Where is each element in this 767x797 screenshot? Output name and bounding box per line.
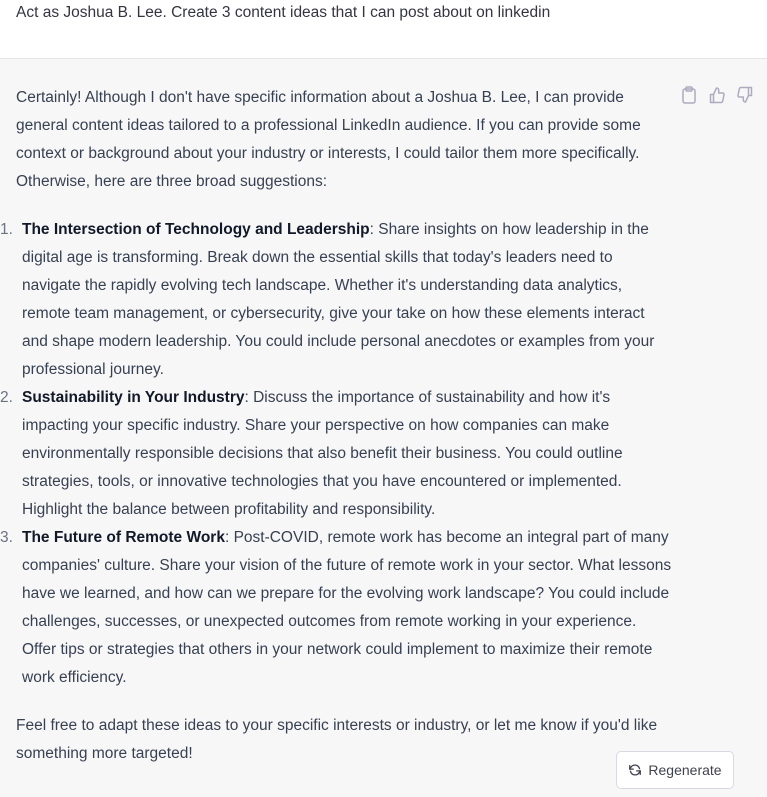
assistant-message	[0, 84, 672, 768]
idea-body: : Post-COVID, remote work has become an integral part of many companies' culture. Share your vision of the future of remote work in your sector. What lessons have we learned, and how can we prepare for the evolving work landscape? You could include challenges, successes, or unexpected outcomes from remote working in your experience. Offer tips or strategies that others in your network could implement to maximize their remote work efficiency.	[22, 529, 672, 686]
idea-body: : Discuss the importance of sustainability and how it's impacting your specific industry. Share your perspective on how companies can make environmentally responsible decisions that also benefit their business. You could outline strategies, tools, or innovative technologies that you have encountered or implemented. Highlight the balance between profitability and responsibility.	[22, 389, 623, 518]
assistant-outro: Feel free to adapt these ideas to your specific interests or industry, or let me know if you'd like something more targeted!	[16, 717, 658, 762]
idea-item	[0, 216, 672, 384]
idea-number: 1.	[0, 221, 13, 238]
ideas-list	[0, 216, 672, 692]
idea-title: The Intersection of Technology and Leadership	[22, 221, 370, 238]
thumbs-down-icon[interactable]	[737, 86, 753, 104]
idea-number: 3.	[0, 529, 13, 546]
user-message-row	[0, 0, 767, 59]
idea-item	[0, 524, 672, 692]
regenerate-button[interactable]	[616, 751, 734, 789]
idea-title: The Future of Remote Work	[22, 529, 225, 546]
clipboard-icon[interactable]	[681, 86, 697, 104]
user-message-text: Act as Joshua B. Lee. Create 3 content ideas that I can post about on linkedin	[16, 4, 551, 21]
idea-number: 2.	[0, 389, 13, 406]
message-actions	[681, 86, 753, 104]
regenerate-label: Regenerate	[648, 762, 722, 778]
assistant-intro: Certainly! Although I don't have specific information about a Joshua B. Lee, I can provide general content ideas tailored to a professional LinkedIn audience. If you can provide some context or background about your industry or interests, I could tailor them more specifically. Otherwise, here are three broad suggestions:	[16, 89, 641, 190]
thumbs-up-icon[interactable]	[709, 86, 725, 104]
idea-title: Sustainability in Your Industry	[22, 389, 245, 406]
regenerate-icon	[628, 763, 642, 777]
assistant-message-row	[0, 60, 767, 797]
idea-body: : Share insights on how leadership in the digital age is transforming. Break down the essential skills that today's leaders need to navigate the rapidly evolving tech landscape. Whether it's understanding data analytics, remote team management, or cybersecurity, give your take on how these elements interact and shape modern leadership. You could include personal anecdotes or examples from your professional journey.	[22, 221, 655, 378]
idea-item	[0, 384, 672, 524]
